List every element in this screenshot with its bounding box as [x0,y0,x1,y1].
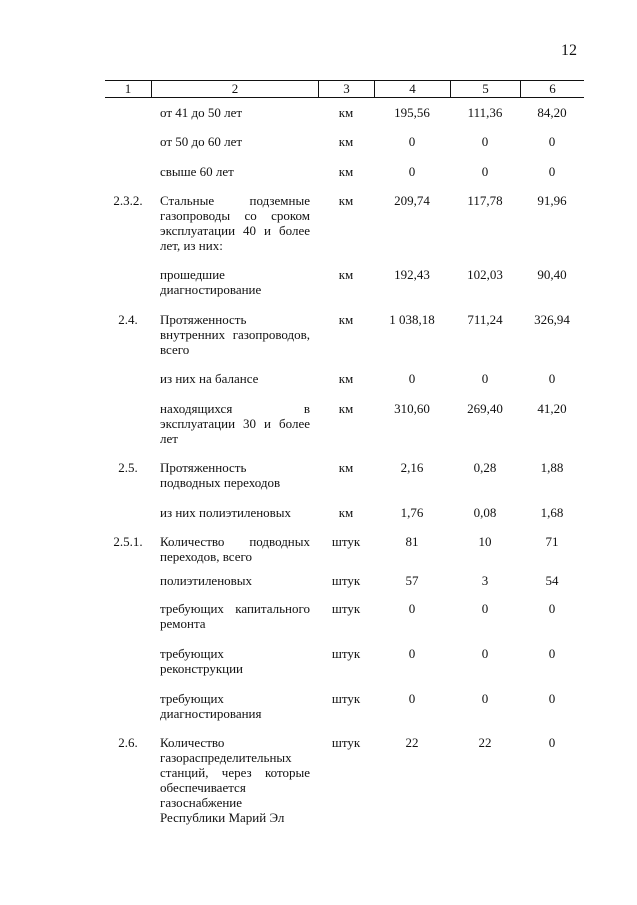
row-value-col6: 0 [548,646,556,661]
row-value-col5: 102,03 [467,267,503,282]
row-value-col4: 0 [408,164,416,179]
row-value-col6: 0 [548,691,556,706]
row-value-col5: 0 [481,371,489,386]
row-number: 2.5. [118,460,138,475]
row-value-col6: 0 [548,601,556,616]
row-value-col6: 0 [548,371,556,386]
row-value-col5: 0,28 [473,460,497,475]
row-value-col4: 2,16 [400,460,424,475]
row-unit: штук [331,601,361,616]
row-unit: штук [331,691,361,706]
row-value-col5: 711,24 [467,312,503,327]
row-unit: км [338,371,354,386]
table-header [105,80,584,98]
row-description: из них полиэтиленовых [160,505,292,520]
row-value-col4: 1,76 [400,505,424,520]
row-description: Стальные подземные газопроводы со сроком эксплуатации 40 и более лет, из них: [160,193,310,253]
row-value-col6: 0 [548,134,556,149]
header-col-3: 3 [343,81,350,96]
row-unit: км [338,164,354,179]
header-col-2: 2 [231,81,239,96]
row-value-col4: 0 [408,646,416,661]
row-unit: штук [331,735,361,750]
row-value-col5: 269,40 [467,401,503,416]
row-description: Количество газораспределительных станций, через которые обеспечивается газоснабжение Республики Марий Эл [160,735,310,825]
row-value-col4: 310,60 [394,401,430,416]
row-description: Протяженность внутренних газопроводов, всего [160,312,310,357]
row-description: от 50 до 60 лет [160,134,243,149]
row-unit: км [338,505,354,520]
row-description: требующих диагностирования [160,691,262,721]
row-number: 2.6. [118,735,138,750]
row-description: из них на балансе [160,371,259,386]
row-value-col4: 0 [408,371,416,386]
row-value-col5: 117,78 [467,193,503,208]
row-value-col4: 57 [405,573,419,588]
row-unit: км [338,312,354,327]
header-col-6: 6 [549,81,556,96]
row-value-col5: 0 [481,691,489,706]
row-unit: км [338,401,354,416]
row-value-col6: 1,88 [540,460,564,475]
header-col-5: 5 [482,81,489,96]
row-unit: км [338,193,354,208]
row-value-col5: 0 [481,134,489,149]
row-value-col5: 0 [481,601,489,616]
row-value-col5: 0 [481,646,489,661]
row-unit: км [338,460,354,475]
row-value-col4: 81 [405,534,419,549]
row-value-col5: 22 [478,735,492,750]
row-description: находящихся в эксплуатации 30 и более лет [160,401,310,446]
row-value-col6: 71 [545,534,559,549]
row-value-col5: 3 [481,573,489,588]
row-number: 2.5.1. [113,534,143,549]
row-description: Протяженность подводных переходов [160,460,281,490]
row-description: свыше 60 лет [160,164,234,179]
row-value-col5: 10 [478,534,492,549]
header-col-4: 4 [409,81,416,96]
row-value-col6: 54 [545,573,559,588]
row-value-col6: 41,20 [537,401,567,416]
row-value-col6: 84,20 [537,105,567,120]
row-value-col6: 326,94 [534,312,570,327]
row-value-col6: 1,68 [540,505,564,520]
row-number: 2.3.2. [113,193,143,208]
row-value-col6: 0 [548,735,556,750]
page-number: 12 [561,42,577,59]
row-unit: штук [331,646,361,661]
row-unit: км [338,134,354,149]
row-number: 2.4. [118,312,138,327]
row-value-col4: 22 [405,735,419,750]
row-description: требующих реконструкции [160,646,244,676]
row-value-col4: 0 [408,601,416,616]
row-value-col4: 1 038,18 [389,312,435,327]
row-unit: штук [331,573,361,588]
row-value-col4: 0 [408,134,416,149]
row-unit: км [338,105,354,120]
row-value-col4: 195,56 [394,105,430,120]
row-description: прошедшие диагностирование [160,267,262,297]
row-value-col5: 0,08 [473,505,497,520]
row-description: требующих капитального ремонта [160,601,310,631]
row-unit: штук [331,534,361,549]
row-description: Количество подводных переходов, всего [160,534,310,564]
row-value-col6: 91,96 [537,193,567,208]
row-description: от 41 до 50 лет [160,105,243,120]
row-description: полиэтиленовых [160,573,253,588]
row-value-col5: 111,36 [467,105,503,120]
row-value-col5: 0 [481,164,489,179]
row-value-col4: 192,43 [394,267,430,282]
row-value-col4: 209,74 [394,193,430,208]
header-col-1: 1 [124,81,132,96]
row-value-col6: 0 [548,164,556,179]
row-value-col6: 90,40 [537,267,567,282]
row-unit: км [338,267,354,282]
row-value-col4: 0 [408,691,416,706]
